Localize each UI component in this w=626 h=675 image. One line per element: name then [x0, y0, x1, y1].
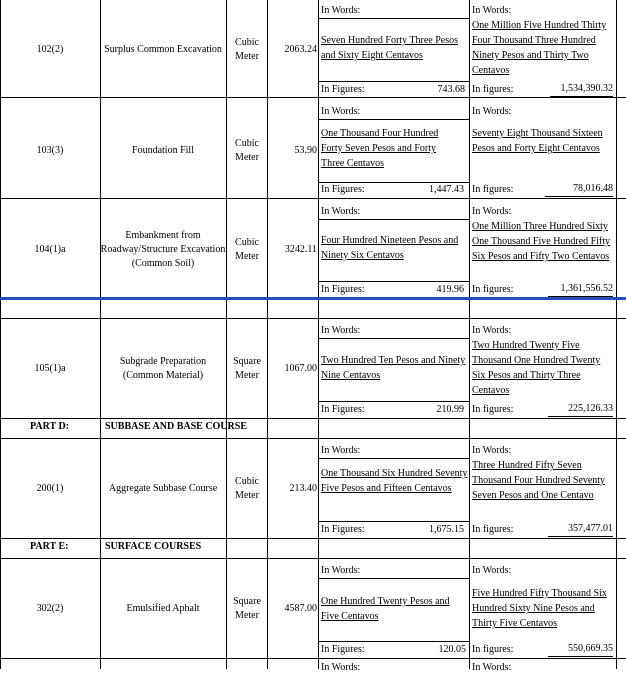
in-figures-label: In figures: [472, 404, 514, 415]
total-price-figure: 225,126.33 [548, 402, 613, 417]
quantity: 2063.24 [284, 44, 317, 55]
total-price-figure: 357,477.01 [548, 522, 613, 537]
item-description: Aggregate Subbase Course [108, 483, 218, 494]
quantity: 4587.00 [284, 603, 317, 614]
row-border [0, 198, 626, 199]
unit-price-figure: 1,447.43 [429, 184, 464, 195]
part-label: PART D: [30, 421, 69, 432]
in-words-label: In Words: [321, 662, 361, 673]
subcell-border [319, 281, 469, 282]
item-number: 103(3) [36, 145, 64, 156]
in-words-label: In Words: [472, 206, 512, 217]
in-words-label: In Words: [321, 5, 361, 16]
in-words-label: In Words: [472, 106, 512, 117]
total-price-figure: 78,016.48 [545, 182, 613, 197]
item-description: Foundation Fill [132, 145, 194, 156]
in-words-label: In Words: [321, 325, 361, 336]
in-words-label: In Words: [472, 445, 512, 456]
row-border [0, 318, 626, 319]
subcell-border [319, 338, 469, 339]
item-number: 105(1)a [34, 363, 66, 374]
row-border [0, 418, 626, 419]
unit: Square Meter [233, 596, 261, 621]
part-label: PART E: [30, 541, 69, 552]
unit-price-figure: 1,675.15 [429, 524, 464, 535]
section-title: SURFACE COURSES [105, 541, 202, 552]
grid-line [469, 0, 470, 669]
in-words-label: In Words: [472, 662, 512, 673]
in-figures-label: In Figures: [321, 644, 365, 655]
grid-line [226, 0, 227, 669]
grid-line [318, 0, 319, 669]
unit-price-words: One Thousand Four Hundred Forty Seven Pesos and Forty Three Centavos [321, 128, 439, 169]
unit: Square Meter [233, 356, 261, 381]
total-price-words: One Million Three Hundred Sixty One Thousand Five Hundred Fifty Six Pesos and Fifty Two Centavos [472, 221, 611, 262]
in-figures-label: In Figures: [321, 84, 365, 95]
in-words-label: In Words: [472, 325, 512, 336]
in-words-label: In Words: [472, 565, 512, 576]
unit-price-words: Seven Hundred Forty Three Pesos and Sixty Eight Centavos [321, 35, 459, 61]
subcell-border [319, 81, 469, 82]
unit: Cubic Meter [235, 138, 259, 163]
subcell-border [319, 521, 469, 522]
subcell-border [319, 458, 469, 459]
row-border [0, 558, 626, 559]
item-number: 302(2) [36, 603, 64, 614]
unit-price-figure: 743.68 [437, 84, 465, 95]
quantity: 213.40 [289, 483, 317, 494]
item-description: Embankment from Roadway/Structure Excavation (Common Soil) [100, 230, 226, 269]
unit-price-figure: 210.99 [436, 404, 464, 415]
in-figures-label: In figures: [472, 644, 514, 655]
in-figures-label: In figures: [472, 84, 514, 95]
total-price-figure: 1,534,390.32 [550, 82, 613, 97]
unit-price-words: Two Hundred Ten Pesos and Ninety Nine Centavos [321, 355, 466, 381]
unit-price-words: Four Hundred Nineteen Pesos and Ninety Six Centavos [321, 235, 459, 261]
item-number: 102(2) [36, 44, 64, 55]
in-words-label: In Words: [321, 565, 361, 576]
quantity: 3242.11 [284, 244, 317, 255]
row-border [0, 438, 626, 439]
subcell-border [319, 578, 469, 579]
in-words-label: In Words: [321, 206, 361, 217]
row-border [0, 538, 626, 539]
subcell-border [319, 119, 469, 120]
item-description: Surplus Common Excavation [104, 44, 222, 55]
unit: Cubic Meter [235, 237, 259, 262]
row-border [0, 658, 626, 659]
grid-line [267, 0, 268, 669]
grid-line [616, 0, 617, 669]
quantity: 1067.00 [284, 363, 317, 374]
row-border [0, 97, 626, 98]
subcell-border [319, 641, 469, 642]
in-figures-label: In Figures: [321, 524, 365, 535]
in-words-label: In Words: [472, 5, 512, 16]
in-words-label: In Words: [321, 445, 361, 456]
item-number: 200(1) [36, 483, 64, 494]
total-price-figure: 550,669.35 [548, 642, 613, 657]
item-description: Subgrade Preparation (Common Material) [119, 356, 207, 381]
total-price-words: Two Hundred Twenty Five Thousand One Hundred Twenty Six Pesos and Thirty Three Centavos [472, 340, 601, 396]
total-price-figure: 1,361,556.52 [548, 282, 613, 297]
item-number: 104(1)a [34, 244, 66, 255]
in-figures-label: In Figures: [321, 284, 365, 295]
grid-line [0, 0, 1, 669]
in-figures-label: In Figures: [321, 404, 365, 415]
total-price-words: One Million Five Hundred Thirty Four Thousand Three Hundred Ninety Pesos and Thirty Two Centavos [472, 20, 607, 76]
in-words-label: In Words: [321, 106, 361, 117]
unit: Cubic Meter [235, 37, 259, 62]
page-break-line [0, 297, 626, 300]
unit-price-words: One Thousand Six Hundred Seventy Five Pesos and Fifteen Centavos [321, 468, 468, 494]
item-description: Emulsified Aphalt [126, 603, 200, 614]
in-figures-label: In figures: [472, 284, 514, 295]
in-figures-label: In figures: [472, 184, 514, 195]
in-figures-label: In figures: [472, 524, 514, 535]
unit-price-words: One Hundred Twenty Pesos and Five Centavos [321, 596, 450, 622]
section-title: SUBBASE AND BASE COURSE [105, 421, 247, 432]
subcell-border [319, 401, 469, 402]
subcell-border [319, 219, 469, 220]
unit-price-figure: 120.05 [438, 644, 466, 655]
in-figures-label: In Figures: [321, 184, 365, 195]
quantity: 53.90 [294, 145, 317, 156]
total-price-words: Five Hundred Fifty Thousand Six Hundred Sixty Nine Pesos and Thirty Five Centavos [472, 588, 607, 629]
unit-price-figure: 419.96 [436, 284, 464, 295]
unit: Cubic Meter [235, 476, 259, 501]
total-price-words: Seventy Eight Thousand Sixteen Pesos and Forty Eight Centavos [472, 128, 603, 154]
grid-line [100, 0, 101, 669]
subcell-border [319, 18, 469, 19]
total-price-words: Three Hundred Fifty Seven Thousand Four Hundred Seventy Seven Pesos and One Centavo [472, 460, 606, 501]
